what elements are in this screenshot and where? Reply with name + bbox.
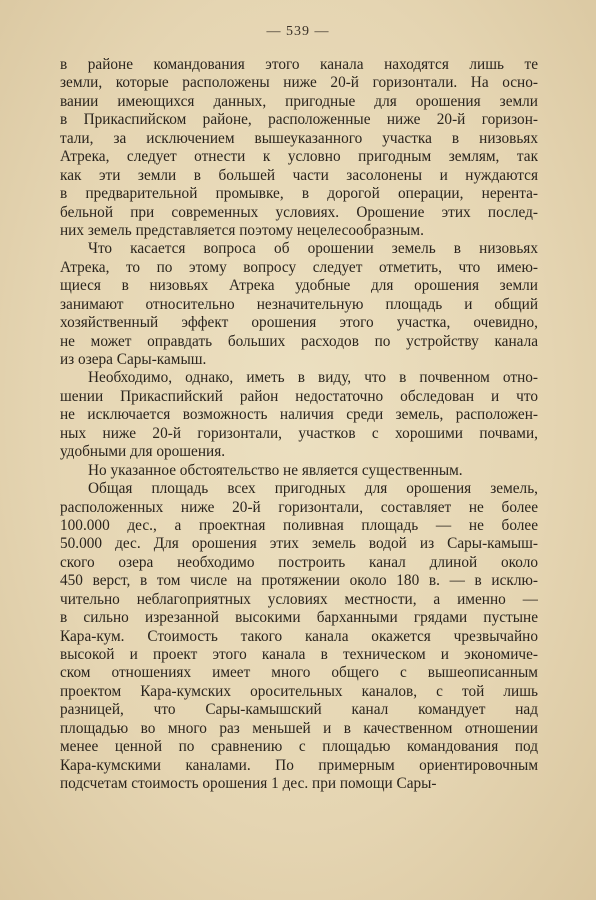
text-line: них земель представляется поэтому нецелесообразным. <box>60 221 424 239</box>
text-line: 450 верст, в том числе на протяжении около 180 в. — в исклю- <box>60 572 538 590</box>
text-line: Кара-кум. Стоимость такого канала окажется чрезвычайно <box>60 627 538 645</box>
paragraph <box>60 240 538 369</box>
paragraph <box>60 480 538 793</box>
text-line: вании имеющихся данных, пригодные для орошения земли <box>60 92 538 110</box>
text-line: расположенных ниже 20-й горизонтали, составляет не более <box>60 498 538 516</box>
text-line: хозяйственный эффект орошения этого участка, очевидно, <box>60 314 538 332</box>
text-line: Атрека, то по этому вопросу следует отметить, что имею- <box>60 258 538 276</box>
page-number: — 539 — <box>266 24 330 39</box>
text-line: подсчетам стоимость орошения 1 дес. при помощи Сары- <box>60 775 437 793</box>
text-line: как эти земли в большей части засолонены и нуждаются <box>60 166 538 184</box>
text-line: не исключается возможность наличия среди земель, расположен- <box>60 406 538 424</box>
text-line: 50.000 дес. Для орошения этих земель водой из Сары-камыш- <box>60 535 538 553</box>
text-line: не может оправдать больших расходов по устройству канала <box>60 332 538 350</box>
text-line: Общая площадь всех пригодных для орошения земель, <box>88 480 538 498</box>
text-line: в Прикаспийском районе, расположенные ниже 20-й горизон- <box>60 111 538 129</box>
paragraph <box>60 462 538 480</box>
text-line: Необходимо, однако, иметь в виду, что в почвенном отно- <box>88 369 538 387</box>
text-line: менее ценной по сравнению с площадью командования под <box>60 738 538 756</box>
text-line: Кара-кумскими каналами. По примерным ориентировочным <box>60 756 538 774</box>
text-line: тали, за исключением вышеуказанного участка в низовьях <box>60 129 538 147</box>
text-line: площадью во много раз меньшей и в качественном отношении <box>60 719 538 737</box>
text-line: высокой и проект этого канала в техническом и экономиче- <box>60 646 538 663</box>
text-line: Атрека, следует отнести к условно пригодным землям, так <box>60 148 538 166</box>
text-line: 100.000 дес., а проектная поливная площадь — не более <box>60 516 538 534</box>
text-line: из озера Сары-камыш. <box>60 351 207 368</box>
text-line: чительно неблагоприятных условиях местности, а именно — <box>60 590 538 608</box>
paragraph <box>60 369 538 461</box>
text-line: ных ниже 20-й горизонтали, участков с хорошими почвами, <box>60 424 538 442</box>
text-line: Что касается вопроса об орошении земель в низовьях <box>88 240 538 258</box>
text-line: ского озера необходимо построить канал длиной около <box>60 553 538 571</box>
text-line: в сильно изрезанной высокими барханными грядами пустыне <box>60 609 538 627</box>
text-line: ском отношениях имеет много общего с вышеописанным <box>60 664 538 682</box>
paragraph <box>60 56 538 240</box>
text-line: в предварительной промывке, в дорогой операции, нерента- <box>60 185 538 203</box>
text-line: в районе командования этого канала находятся лишь те <box>60 56 538 73</box>
text-line: разницей, что Сары-камышский канал командует над <box>60 701 538 719</box>
text-line: занимают относительно незначительную площадь и общий <box>60 295 538 313</box>
text-line: проектом Кара-кумских оросительных каналов, с той лишь <box>60 682 538 700</box>
text-line: шении Прикаспийский район недостаточно обследован и что <box>60 387 538 405</box>
text-line: удобными для орошения. <box>60 443 226 461</box>
text-line: щиеся в низовьях Атрека удобные для орошения земли <box>60 277 538 295</box>
text-line: бельной при современных условиях. Орошение этих послед- <box>60 203 538 221</box>
text-line: Но указанное обстоятельство не является существенным. <box>88 461 463 479</box>
body-text <box>60 56 538 794</box>
text-line: земли, которые расположены ниже 20-й горизонтали. На осно- <box>60 74 538 92</box>
